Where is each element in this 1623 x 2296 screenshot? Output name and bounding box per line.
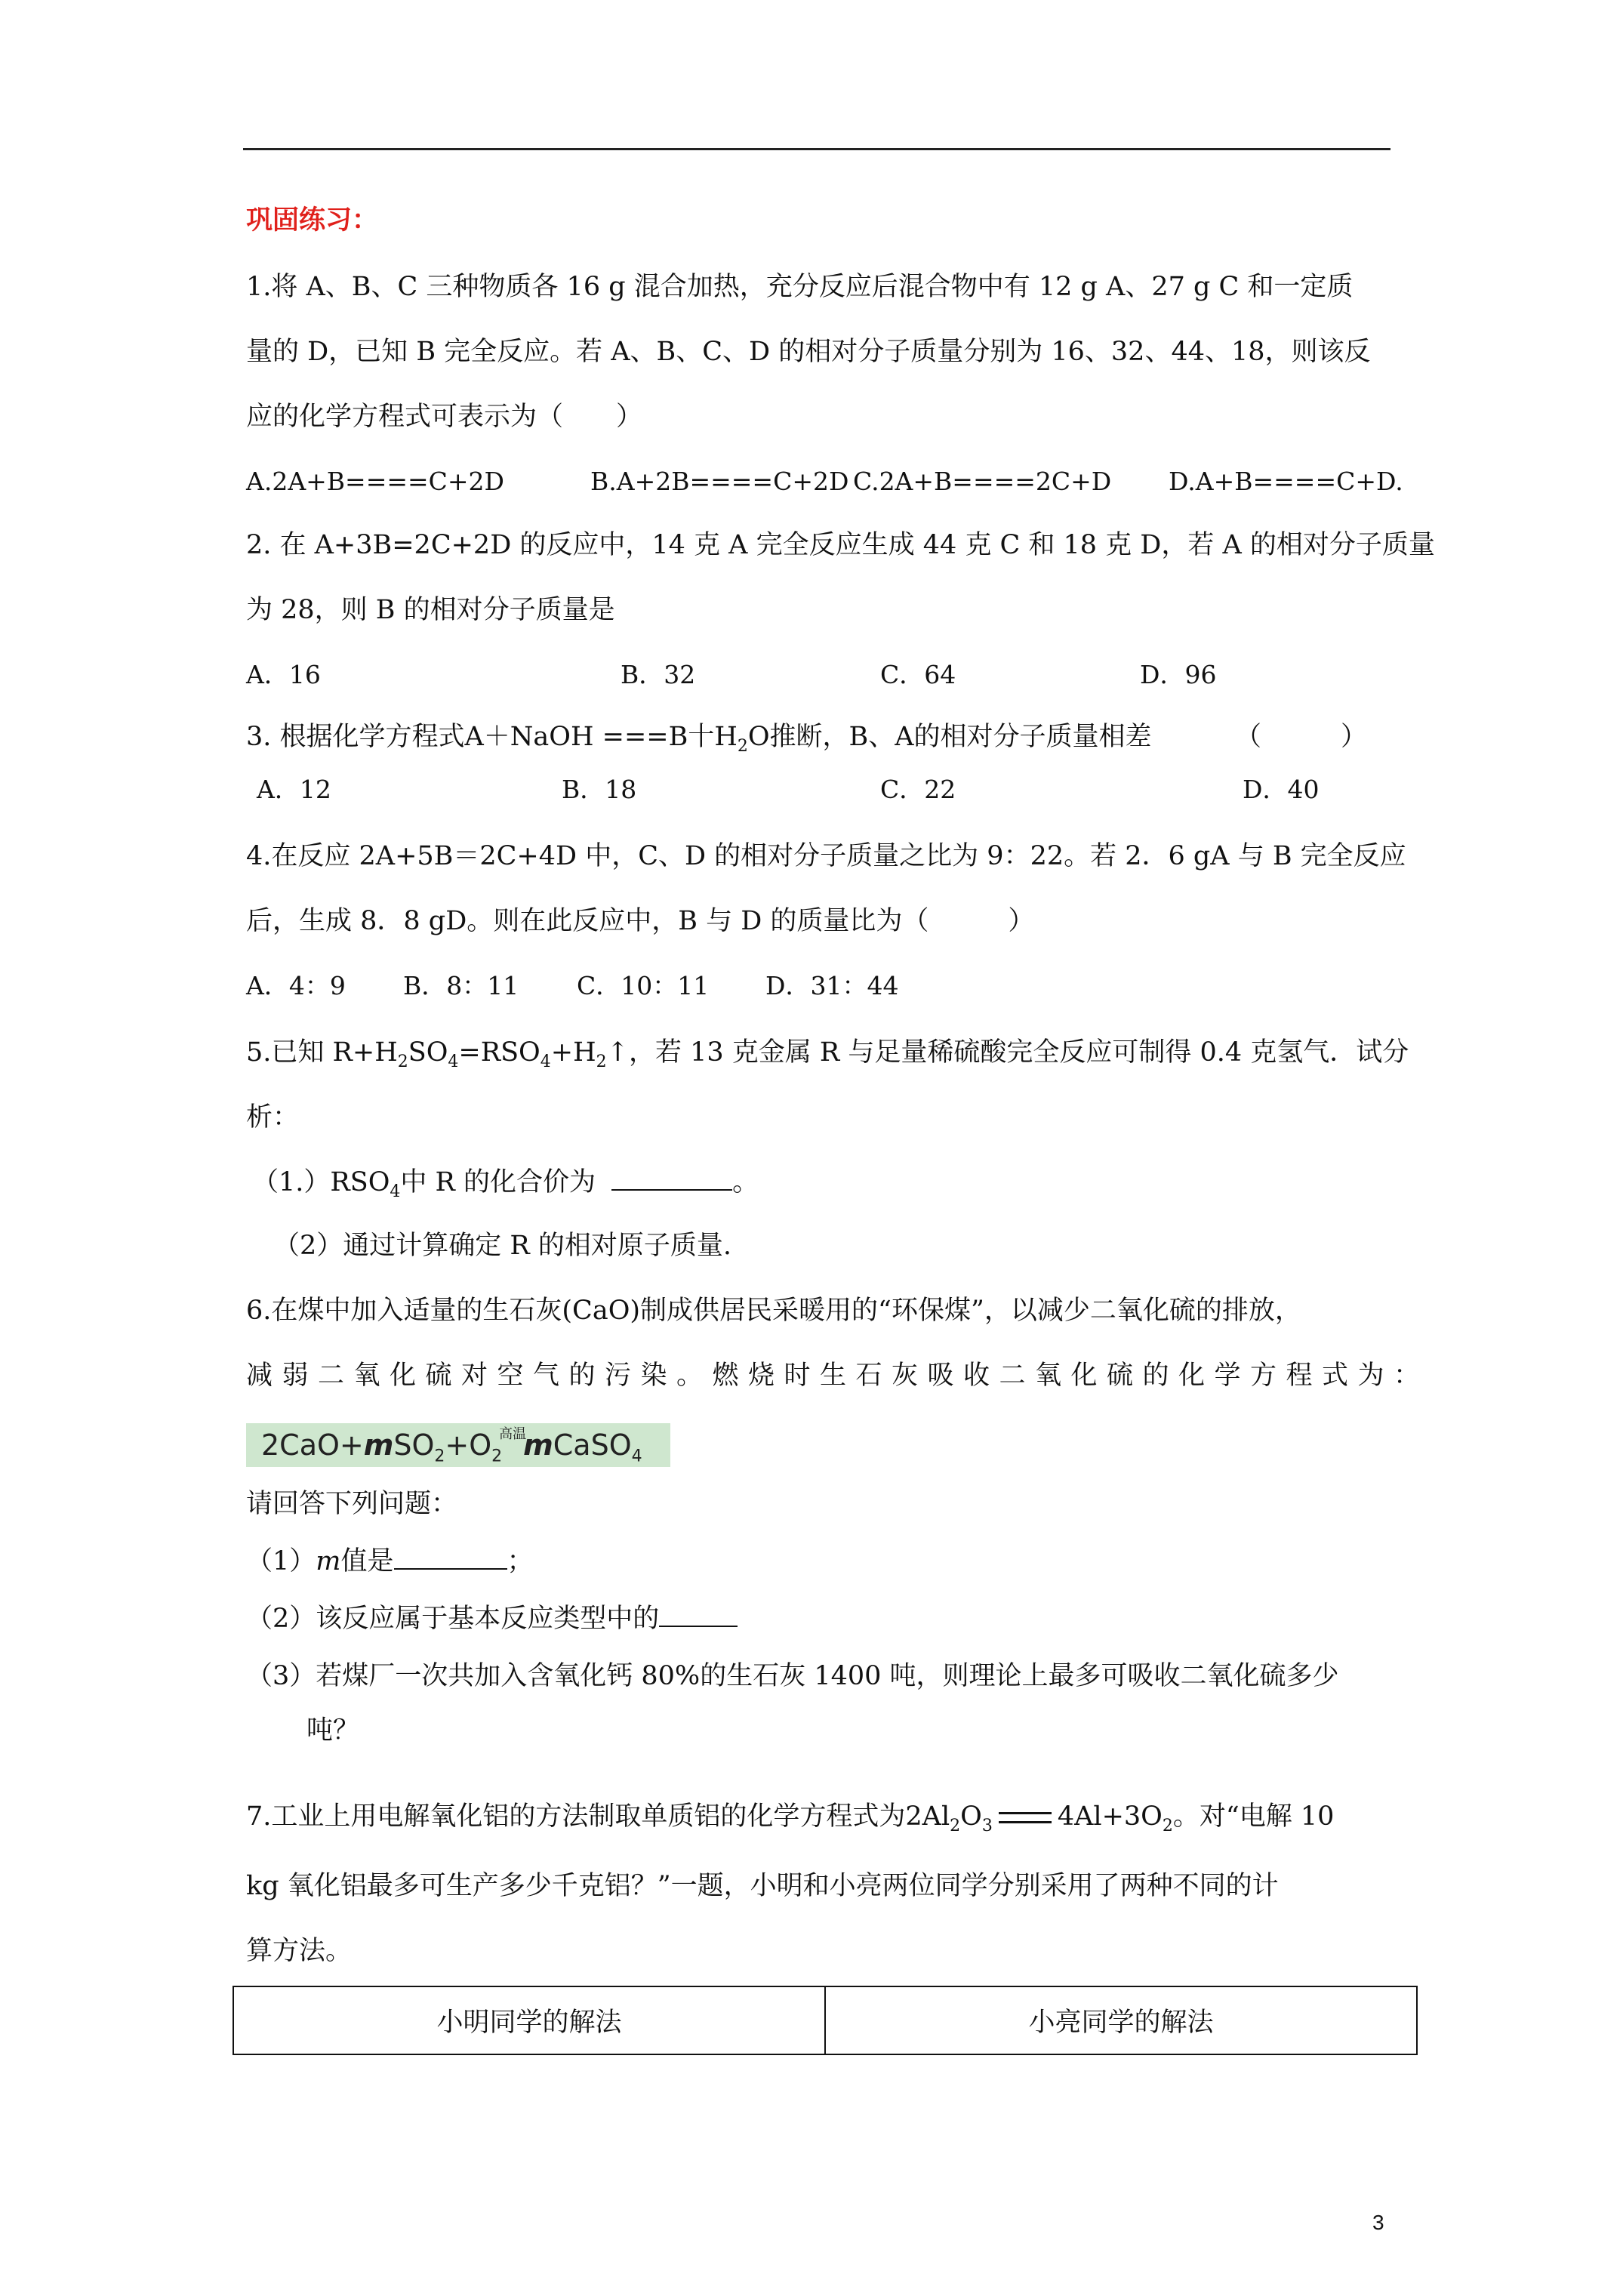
- q6-prompt: 请回答下列问题：: [246, 1489, 458, 1519]
- q4-option-c: C．10：11: [577, 971, 710, 1000]
- q1-option-d: D.A+B====C+D.: [1169, 467, 1403, 496]
- q5-eq-part: 5.已知 R+H: [246, 1037, 398, 1068]
- q2-option-c: C．64: [880, 660, 956, 689]
- q3-answer-paren: （ ）: [1235, 722, 1368, 752]
- q3-option-c: C．22: [880, 775, 956, 804]
- q3-line1: [246, 720, 1152, 754]
- q6-eq-part: +O: [445, 1428, 492, 1462]
- q3-text-prefix: 3. 根据化学方程式A＋NaOH ===B十H: [246, 722, 738, 752]
- q4-option-d: D．31：44: [765, 971, 899, 1000]
- q6-line2: 减弱二氧化硫对空气的污染。燃烧时生石灰吸收二氧化硫的化学方程式为：: [246, 1361, 1430, 1391]
- q7-eq-part: O: [960, 1801, 982, 1832]
- q6-equation-image: [246, 1423, 670, 1467]
- q6-sub2-text: （2）该反应属于基本反应类型中的: [246, 1604, 660, 1634]
- q7-eq-part: 。对“电解 10: [1172, 1801, 1335, 1832]
- q5-eq-part: SO: [408, 1037, 448, 1068]
- q5-sub1-label: （1.）RSO: [252, 1167, 390, 1197]
- q6-sub3-line2: 吨？: [306, 1715, 360, 1746]
- q1-line2: 量的 D，已知 B 完全反应。若 A、B、C、D 的相对分子质量分别为 16、32、44、18，则该反: [246, 337, 1371, 367]
- q1-option-b: B.A+2B====C+2D: [590, 467, 849, 496]
- q6-sub2: [246, 1602, 738, 1635]
- q1-line1: 1.将 A、B、C 三种物质各 16 g 混合加热，充分反应后混合物中有 12 g A、27 g C 和一定质: [246, 272, 1354, 302]
- header-rule: [243, 148, 1390, 150]
- q5-sub1-end: 。: [732, 1167, 759, 1197]
- q6-line1: 6.在煤中加入适量的生石灰(CaO)制成供居民采暖用的“环保煤”，以减少二氧化硫的排放，: [246, 1296, 1301, 1326]
- q5-eq-part: ↑，若 13 克金属 R 与足量稀硫酸完全反应可制得 0.4 克氢气．试分: [606, 1037, 1409, 1068]
- q5-sub: 4: [540, 1052, 551, 1071]
- q1-option-c: C.2A+B====2C+D: [853, 467, 1112, 496]
- q7-line1: [246, 1800, 1334, 1833]
- q6-eq-sub: 4: [631, 1447, 642, 1466]
- q4-line1: 4.在反应 2A+5B＝2C+4D 中，C、D 的相对分子质量之比为 9：22。若 2．6 gA 与 B 完全反应: [246, 841, 1406, 871]
- q6-eq-condition: 高温: [499, 1426, 527, 1442]
- q5-answer-blank[interactable]: [611, 1166, 732, 1191]
- q6-sub1-label: （1）: [246, 1546, 316, 1576]
- q5-sub: 4: [448, 1052, 459, 1071]
- q7-sub: 3: [981, 1817, 993, 1835]
- q5-sub1-text: 中 R 的化合价为: [400, 1167, 596, 1197]
- q5-sub: 2: [596, 1052, 607, 1071]
- section-heading: 巩固练习：: [246, 205, 379, 236]
- q7-eq-part: 7.工业上用电解氧化铝的方法制取单质铝的化学方程式为2Al: [246, 1801, 950, 1832]
- q7-sub: 2: [1162, 1817, 1173, 1835]
- q6-eq-part: SO: [393, 1428, 435, 1462]
- q3-option-a: A．12: [257, 775, 331, 804]
- solution-table: [233, 1986, 1418, 2055]
- q6-eq-m: m: [523, 1428, 553, 1462]
- q3-text-suffix: O推断，B、A的相对分子质量相差: [747, 722, 1152, 752]
- q4-option-a: A．4：9: [246, 971, 346, 1000]
- q6-sub1: [246, 1545, 534, 1578]
- q6-eq-part: 2CaO+: [261, 1428, 364, 1462]
- q5-line1: [246, 1036, 1409, 1069]
- q5-sub1-subscript: 4: [390, 1182, 401, 1201]
- q1-line3: 应的化学方程式可表示为（ ）: [246, 402, 643, 432]
- q2-line1: 2. 在 A+3B=2C+2D 的反应中，14 克 A 完全反应生成 44 克 C 和 18 克 D，若 A 的相对分子质量: [246, 530, 1435, 560]
- q6-sub1-m: m: [316, 1546, 341, 1576]
- q5-eq-part: +H: [550, 1037, 596, 1068]
- q3-option-d: D．40: [1243, 775, 1320, 804]
- q6-eq-m: m: [363, 1428, 394, 1462]
- q7-eq-part: 4Al+3O: [1057, 1801, 1163, 1832]
- q5-sub1: [252, 1166, 759, 1199]
- q6-eq-part: CaSO: [553, 1428, 632, 1462]
- q3-subscript: 2: [737, 737, 748, 756]
- q6-sub3-line1: （3）若煤厂一次共加入含氧化钙 80%的生石灰 1400 吨，则理论上最多可吸收二氧化硫多少: [246, 1661, 1339, 1691]
- q1-option-a: A.2A+B====C+2D: [246, 467, 505, 496]
- page-number: 3: [1372, 2211, 1384, 2234]
- q6-sub1-text: 值是: [340, 1546, 394, 1576]
- q6-m-answer-blank[interactable]: [394, 1546, 507, 1570]
- q4-option-b: B．8：11: [403, 971, 519, 1000]
- q6-type-answer-blank[interactable]: [659, 1603, 738, 1627]
- table-header-xiaoming: 小明同学的解法: [233, 1986, 825, 2054]
- q7-equals-sign: [999, 1812, 1052, 1823]
- q7-line2: kg 氧化铝最多可生产多少千克铝？”一题，小明和小亮两位同学分别采用了两种不同的计: [246, 1871, 1279, 1901]
- q6-eq-sub: 2: [434, 1447, 445, 1466]
- q5-eq-part: =RSO: [458, 1037, 540, 1068]
- q7-line3: 算方法。: [246, 1936, 353, 1966]
- q2-option-b: B．32: [621, 660, 696, 689]
- q5-sub: 2: [397, 1052, 408, 1071]
- q3-option-b: B．18: [562, 775, 637, 804]
- q5-line2: 析：: [246, 1102, 300, 1133]
- q2-line2: 为 28，则 B 的相对分子质量是: [246, 595, 615, 625]
- q4-line2: 后，生成 8．8 gD。则在此反应中，B 与 D 的质量比为（ ）: [246, 906, 1035, 936]
- q7-sub: 2: [950, 1817, 961, 1835]
- q6-eq-sub: 2: [491, 1447, 503, 1466]
- q2-option-d: D．96: [1140, 660, 1217, 689]
- q2-option-a: A．16: [246, 660, 321, 689]
- q6-sub1-end: ；: [507, 1546, 534, 1576]
- table-header-xiaoliang: 小亮同学的解法: [825, 1986, 1417, 2054]
- table-row: [233, 1986, 1417, 2054]
- q5-sub2: （2）通过计算确定 R 的相对原子质量.: [273, 1231, 731, 1261]
